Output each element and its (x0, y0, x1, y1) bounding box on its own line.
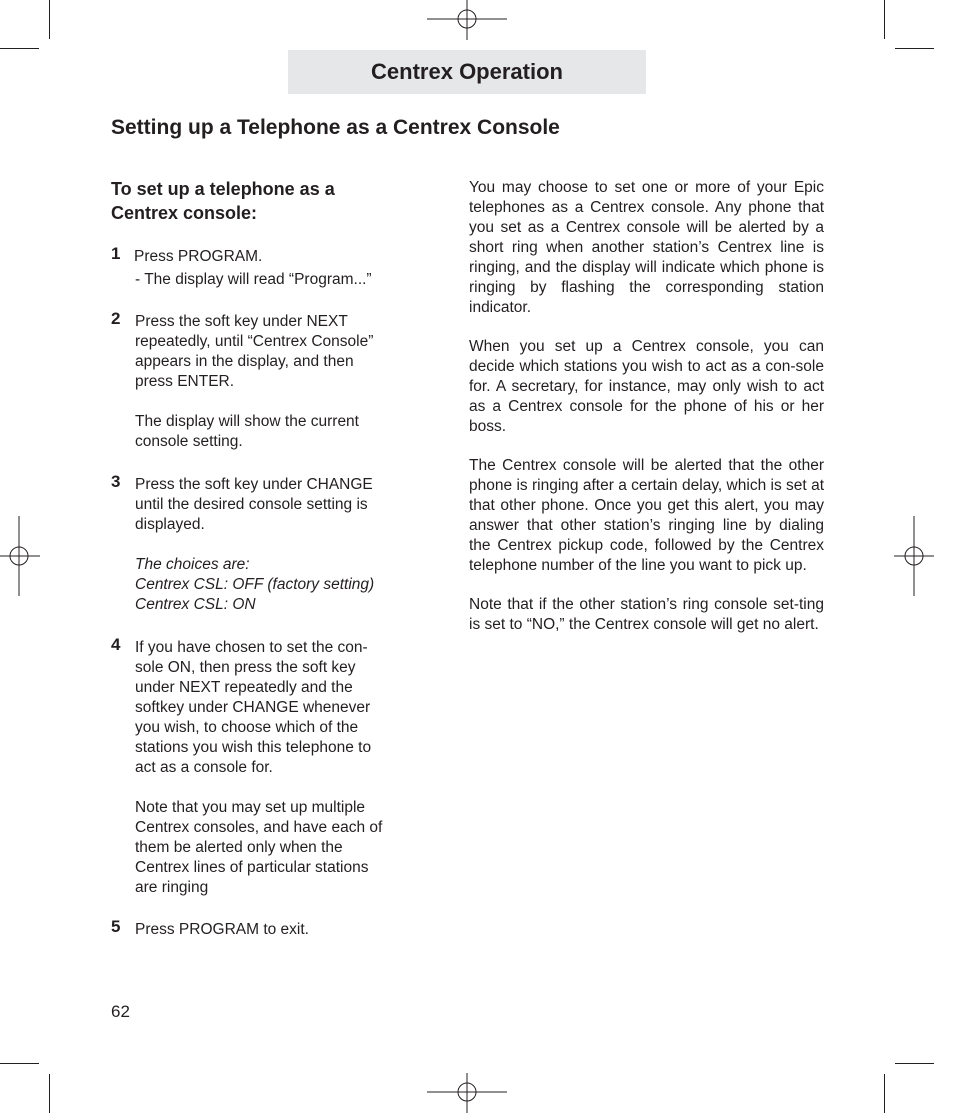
step-number: 1 (111, 244, 121, 263)
step-line: Note that you may set up multiple (135, 799, 366, 816)
page-number: 62 (111, 1002, 130, 1021)
crop-mark-top-right-vertical (884, 0, 885, 39)
step-line: stations you wish this telephone to (135, 739, 372, 756)
overview-column (469, 178, 824, 654)
step-line: you wish, to choose which of the (135, 719, 359, 736)
step-line: press ENTER. (135, 373, 235, 390)
step-line: until the desired console setting is (135, 496, 368, 513)
step-number: 5 (111, 917, 121, 936)
crop-mark-top-right-horizontal (895, 48, 934, 49)
step-body (135, 312, 411, 452)
subheading-line-2: Centrex console: (111, 203, 258, 223)
step-line: them be alerted only when the (135, 839, 343, 856)
step-line: The choices are: (135, 556, 250, 573)
section-title: Centrex Operation (371, 59, 563, 84)
step-line: console setting. (135, 433, 243, 450)
step-line: Press the soft key under CHANGE (135, 476, 373, 493)
overview-paragraph-3: The Centrex console will be alerted that the other phone is ringing after a certain delay, which is set at that other phone. Once you get this alert, you may answer that other station’s ringing line by dialing the Centrex pickup code, followed by the Centrex telephone number of the line you want to pick up. (469, 457, 824, 574)
step-number: 2 (111, 309, 121, 328)
step-number: 4 (111, 635, 121, 654)
step-line: Centrex CSL: ON (135, 596, 256, 613)
crop-mark-bottom-left-horizontal (0, 1063, 39, 1064)
step-line: displayed. (135, 516, 205, 533)
step-line: Press PROGRAM to exit. (135, 921, 309, 938)
step-line: Centrex CSL: OFF (factory setting) (135, 576, 375, 593)
step-line: Centrex lines of particular stations (135, 859, 369, 876)
step-number: 3 (111, 472, 121, 491)
step-line: under NEXT repeatedly and the (135, 679, 353, 696)
registration-mark-bottom (427, 1073, 507, 1113)
step-line: The display will show the current (135, 413, 359, 430)
crop-mark-bottom-right-vertical (884, 1074, 885, 1113)
step-line: appears in the display, and then (135, 353, 354, 370)
step-line: If you have chosen to set the con- (135, 639, 368, 656)
step-line: are ringing (135, 879, 209, 896)
instructions-subheading (111, 177, 411, 225)
step-line: Centrex consoles, and have each of (135, 819, 383, 836)
step-line: sole ON, then press the soft key (135, 659, 356, 676)
step-line: act as a console for. (135, 759, 273, 776)
crop-mark-top-left-horizontal (0, 48, 39, 49)
step-body (135, 920, 411, 940)
registration-mark-top (427, 0, 507, 40)
section-header (288, 50, 646, 94)
step-line: repeatedly, until “Centrex Console” (135, 333, 374, 350)
registration-mark-right (894, 516, 934, 596)
crop-mark-bottom-right-horizontal (895, 1063, 934, 1064)
overview-paragraph-4: Note that if the other station’s ring console set-ting is set to “NO,” the Centrex console will get no alert. (469, 596, 824, 633)
crop-mark-top-left-vertical (49, 0, 50, 39)
overview-paragraph-1: You may choose to set one or more of your Epic telephones as a Centrex console. Any phone that you set as a Centrex console will be alerted by a short ring when another station’s Centrex line is ringing, and the display will indicate which phone is ringing by flashing the corresponding station indicator. (469, 179, 824, 316)
subheading-line-1: To set up a telephone as a (111, 179, 335, 199)
crop-mark-bottom-left-vertical (49, 1074, 50, 1113)
step-body (135, 247, 411, 290)
step-body (135, 638, 411, 898)
instructions-column (111, 177, 411, 938)
overview-paragraph-2: When you set up a Centrex console, you can decide which stations you wish to act as a con-sole for. A secretary, for instance, may only wish to act as a Centrex console for the phone of his or her boss. (469, 338, 824, 435)
step-line: Press the soft key under NEXT (135, 313, 348, 330)
registration-mark-left (0, 516, 40, 596)
step-line: - The display will read “Program...” (135, 271, 372, 288)
page-title: Setting up a Telephone as a Centrex Console (111, 116, 560, 139)
step-body (135, 475, 411, 615)
step-line: Press PROGRAM. (134, 248, 263, 265)
step-line: softkey under CHANGE whenever (135, 699, 371, 716)
